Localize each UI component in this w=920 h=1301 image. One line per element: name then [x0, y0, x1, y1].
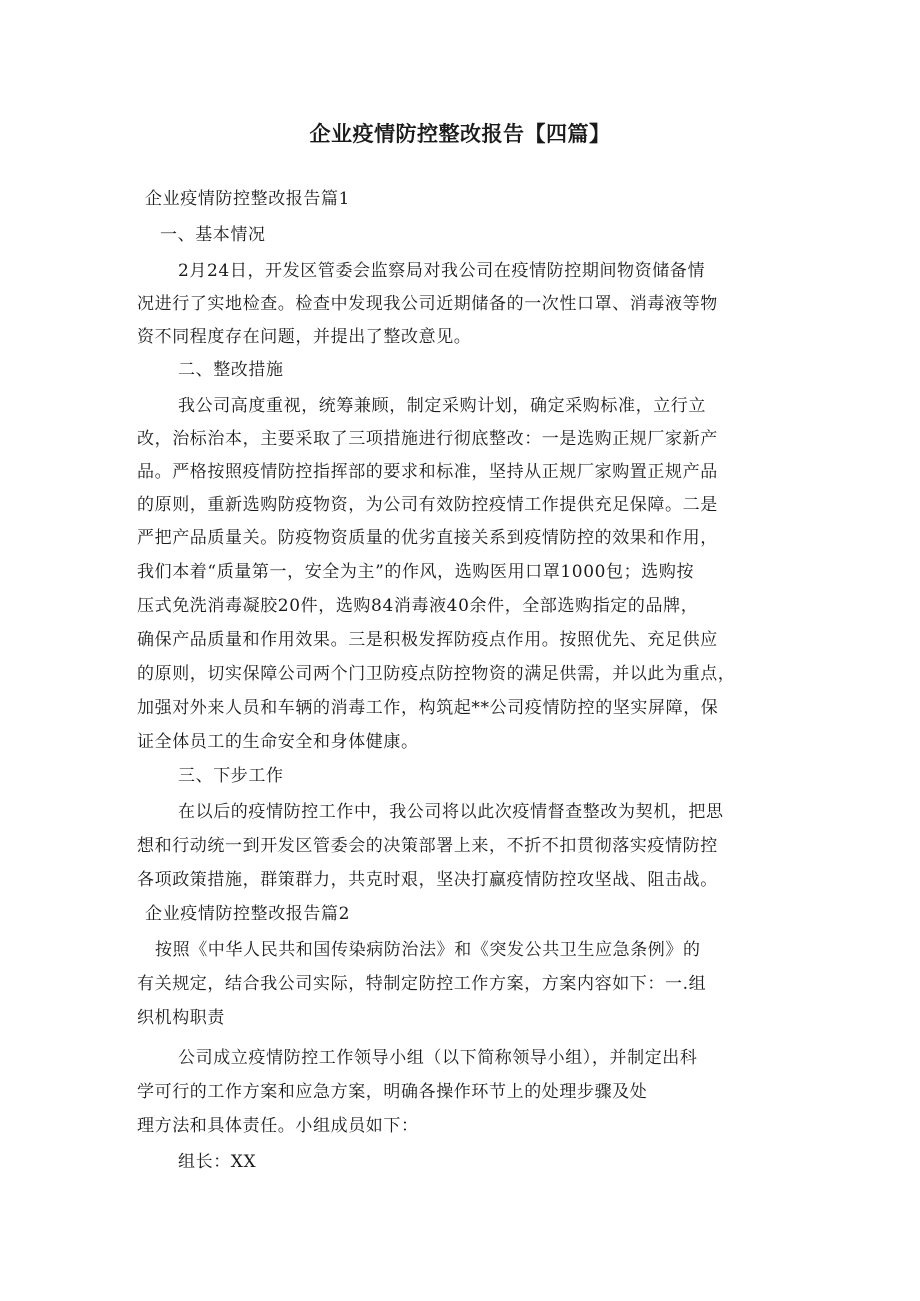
paragraph-line: 确保产品质量和作用效果。三是积极发挥防疫点作用。按照优先、充足供应: [137, 630, 718, 650]
subheading-next-steps: 三、下步工作: [178, 766, 284, 786]
paragraph-line: 压式免洗消毒凝胶20件，选购84消毒液40余件，全部选购指定的品牌，: [137, 596, 699, 616]
paragraph-line: 在以后的疫情防控工作中，我公司将以此次疫情督查整改为契机，把思: [178, 802, 724, 822]
subheading-measures: 二、整改措施: [178, 360, 284, 380]
paragraph-line: 各项政策措施，群策群力，共克时艰，坚决打赢疫情防控攻坚战、阻击战。: [137, 870, 718, 890]
paragraph-line: 改，治标治本，主要采取了三项措施进行彻底整改：一是选购正规厂家新产: [137, 429, 718, 449]
paragraph-line: 学可行的工作方案和应急方案，明确各操作环节上的处理步骤及处: [137, 1082, 648, 1102]
paragraph-line: 织机构职责: [137, 1008, 225, 1028]
section-heading-2: 企业疫情防控整改报告篇2: [145, 904, 351, 924]
paragraph-line: 况进行了实地检查。检查中发现我公司近期储备的一次性口罩、消毒液等物: [137, 294, 718, 314]
paragraph-line: 按照《中华人民共和国传染病防治法》和《突发公共卫生应急条例》的: [155, 940, 701, 960]
paragraph-line: 有关规定，结合我公司实际，特制定防控工作方案，方案内容如下：一.组: [137, 974, 707, 994]
paragraph-line: 的原则，切实保障公司两个门卫防疫点防控物资的满足供需，并以此为重点，: [137, 664, 736, 684]
paragraph-line: 想和行动统一到开发区管委会的决策部署上来，不折不扣贯彻落实疫情防控: [137, 836, 718, 856]
subheading-basic-situation: 一、基本情况: [160, 225, 266, 245]
paragraph-line: 证全体员工的生命安全和身体健康。: [137, 732, 419, 752]
paragraph-line: 公司成立疫情防控工作领导小组（以下简称领导小组），并制定出科: [178, 1048, 698, 1068]
paragraph-line: 理方法和具体责任。小组成员如下：: [137, 1116, 419, 1136]
paragraph-line: 严把产品质量关。防疫物资质量的优劣直接关系到疫情防控的效果和作用，: [137, 528, 718, 548]
paragraph-line: 加强对外来人员和车辆的消毒工作，构筑起**公司疫情防控的坚实屏障，保: [137, 698, 719, 718]
paragraph-line: 2月24日，开发区管委会监察局对我公司在疫情防控期间物资储备情: [178, 261, 706, 281]
group-leader-line: 组长：XX: [178, 1152, 257, 1172]
paragraph-line: 我公司高度重视，统筹兼顾，制定采购计划，确定采购标准，立行立: [178, 396, 706, 416]
paragraph-line: 品。严格按照疫情防控指挥部的要求和标准，坚持从正规厂家购置正规产品: [137, 462, 718, 482]
section-heading-1: 企业疫情防控整改报告篇1: [145, 189, 351, 209]
paragraph-line: 的原则，重新选购防疫物资，为公司有效防控疫情工作提供充足保障。二是: [137, 495, 718, 515]
document-title: 企业疫情防控整改报告【四篇】: [309, 122, 611, 146]
paragraph-line: 我们本着“质量第一，安全为主”的作风，选购医用口罩1000包；选购按: [137, 562, 695, 582]
paragraph-line: 资不同程度存在问题，并提出了整改意见。: [137, 327, 472, 347]
